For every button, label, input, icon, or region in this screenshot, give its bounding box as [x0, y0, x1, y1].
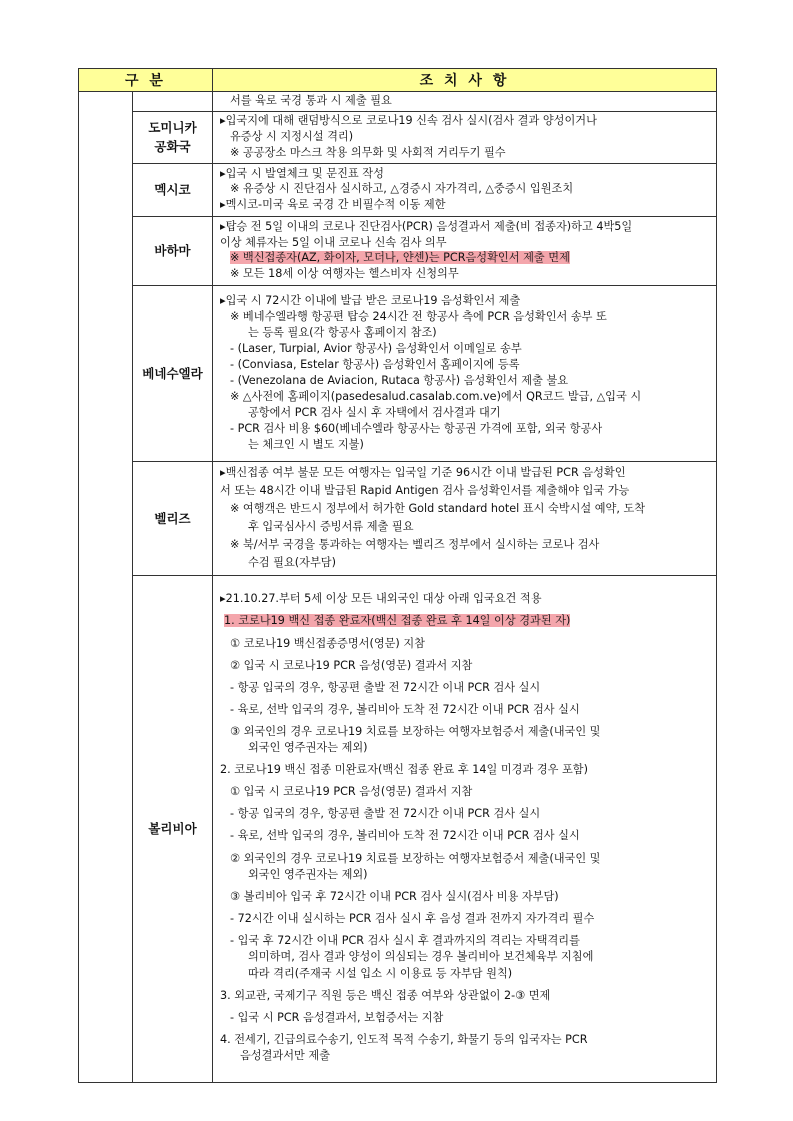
- detail-line: - PCR 검사 비용 $60(베네수엘라 항공사는 항공권 가격에 포함, 외국 항공사: [230, 421, 603, 435]
- detail-line: 서 또는 48시간 이내 발급된 Rapid Antigen 검사 음성확인서를 제출해야 입국 가능: [220, 484, 630, 498]
- detail-line: 후 입국심사시 증빙서류 제출 필요: [248, 519, 414, 533]
- detail-line: 서를 육로 국경 통과 시 제출 필요: [230, 94, 392, 107]
- detail-line: ▸입국지에 대해 랜덤방식으로 코로나19 신속 검사 실시(검사 결과 양성이거나: [220, 114, 597, 128]
- detail-line: ① 코로나19 백신접종증명서(영문) 지참: [230, 636, 425, 650]
- detail-line: 는 체크인 시 별도 지불): [248, 437, 364, 451]
- country-cell-continued: [133, 92, 213, 112]
- detail-line: - (Conviasa, Estelar 항공사) 음성확인서 홈페이지에 등록: [230, 358, 520, 371]
- country-belize: 벨리즈: [133, 461, 213, 575]
- detail-line: 이상 체류자는 5일 이내 코로나 신속 검사 의무: [220, 235, 447, 249]
- country-mexico: 멕시코: [133, 163, 213, 216]
- detail-line: - (Laser, Turpial, Avior 항공사) 음성확인서 이메일로 송부: [230, 342, 522, 356]
- detail-line: - (Venezolana de Aviacion, Rutaca 항공사) 음성확인서 제출 불요: [230, 373, 569, 387]
- details-dominican: [213, 111, 717, 163]
- detail-line: 4. 전세기, 긴급의료수송기, 인도적 목적 수송기, 화물기 등의 입국자는 PCR: [220, 1032, 588, 1046]
- highlighted-note: ※ 백신접종자(AZ, 화이자, 모더나, 얀센)는 PCR음성확인서 제출 면제: [230, 251, 570, 265]
- highlighted-note: 1. 코로나19 백신 접종 완료자(백신 접종 완료 후 14일 이상 경과된 자): [224, 614, 571, 628]
- details-venezuela: [213, 285, 717, 461]
- detail-line: ▸멕시코-미국 육로 국경 간 비필수적 이동 제한: [220, 198, 446, 212]
- detail-line: ▸탑승 전 5일 이내의 코로나 진단검사(PCR) 음성결과서 제출(비 접종자)하고 4박5일: [220, 219, 633, 233]
- detail-line: 2. 코로나19 백신 접종 미완료자(백신 접종 완료 후 14일 미경과 경우 포함): [220, 763, 588, 777]
- detail-line: ③ 외국인의 경우 코로나19 치료를 보장하는 여행자보험증서 제출(내국인 및: [230, 724, 601, 738]
- detail-line: 음성결과서만 제출: [240, 1049, 331, 1063]
- table-row-dominican: [79, 111, 717, 163]
- table-row-mexico: [79, 163, 717, 216]
- detail-line: - 육로, 선박 입국의 경우, 볼리비아 도착 전 72시간 이내 PCR 검사 실시: [230, 702, 580, 716]
- detail-line: 외국인 영주권자는 제외): [248, 741, 368, 755]
- details-continued: [213, 92, 717, 112]
- detail-line: ▸입국 시 72시간 이내에 발급 받은 코로나19 음성확인서 제출: [220, 294, 521, 308]
- table-header: [79, 69, 717, 92]
- region-column: [79, 92, 133, 1083]
- header-category: 구 분: [79, 69, 213, 92]
- detail-line: ② 입국 시 코로나19 PCR 음성(영문) 결과서 지참: [230, 658, 473, 672]
- detail-line: - 항공 입국의 경우, 항공편 출발 전 72시간 이내 PCR 검사 실시: [230, 680, 541, 694]
- table-row-venezuela: [79, 285, 717, 461]
- detail-line: ※ 유증상 시 진단검사 실시하고, △경증시 자가격리, △중증시 입원조치: [230, 182, 574, 196]
- detail-line: 는 등록 필요(각 항공사 홈페이지 참조): [248, 326, 437, 340]
- detail-line: ※ 북/서부 국경을 통과하는 여행자는 벨리즈 정부에서 실시하는 코로나 검사: [230, 537, 600, 551]
- detail-line: 유증상 시 지정시설 격리): [230, 129, 354, 143]
- detail-line: - 입국 후 72시간 이내 PCR 검사 실시 후 결과까지의 격리는 자택격리를: [230, 934, 580, 948]
- table-row-bahamas: [79, 216, 717, 285]
- country-venezuela: 베네수엘라: [133, 285, 213, 461]
- detail-line: - 입국 시 PCR 음성결과서, 보험증서는 지참: [230, 1010, 444, 1024]
- country-dominican: 도미니카 공화국: [133, 111, 213, 163]
- detail-line: ※ △사전에 홈페이지(pasedesalud.casalab.com.ve)에서 QR코드 발급, △입국 시: [230, 389, 642, 403]
- detail-line: 수검 필요(자부담): [248, 555, 336, 569]
- country-bahamas: 바하마: [133, 216, 213, 285]
- table-row-bolivia: [79, 575, 717, 1082]
- detail-line: 의미하며, 검사 결과 양성이 의심되는 경우 볼리비아 보건체육부 지침에: [248, 950, 594, 964]
- country-bolivia: 볼리비아: [133, 575, 213, 1082]
- detail-line: ※ 모든 18세 이상 여행자는 헬스비자 신청의무: [230, 267, 459, 281]
- header-measures: 조 치 사 항: [213, 69, 717, 92]
- measures-table: [78, 68, 717, 1083]
- detail-line: 3. 외교관, 국제기구 직원 등은 백신 접종 여부와 상관없이 2-③ 면제: [220, 988, 551, 1002]
- details-bolivia: [213, 575, 717, 1082]
- detail-line: ※ 공공장소 마스크 착용 의무화 및 사회적 거리두기 필수: [230, 145, 506, 159]
- detail-line: ② 외국인의 경우 코로나19 치료를 보장하는 여행자보험증서 제출(내국인 및: [230, 851, 601, 865]
- detail-line: ▸입국 시 발열체크 및 문진표 작성: [220, 166, 384, 180]
- details-mexico: [213, 163, 717, 216]
- details-bahamas: [213, 216, 717, 285]
- detail-line: 외국인 영주권자는 제외): [248, 867, 368, 881]
- table-row-continued: [79, 92, 717, 112]
- detail-line: ① 입국 시 코로나19 PCR 음성(영문) 결과서 지참: [230, 785, 473, 799]
- detail-line: 공항에서 PCR 검사 실시 후 자택에서 검사결과 대기: [248, 405, 501, 419]
- detail-line: 따라 격리(주재국 시설 입소 시 이용료 등 자부담 원칙): [248, 966, 513, 980]
- detail-line: - 72시간 이내 실시하는 PCR 검사 실시 후 음성 결과 전까지 자가격리 필수: [230, 912, 595, 926]
- details-belize: [213, 461, 717, 575]
- detail-line: ※ 여행객은 반드시 정부에서 허가한 Gold standard hotel 표시 숙박시설 예약, 도착: [230, 501, 646, 515]
- detail-line: - 항공 입국의 경우, 항공편 출발 전 72시간 이내 PCR 검사 실시: [230, 807, 541, 821]
- detail-line: ▸백신접종 여부 불문 모든 여행자는 입국일 기준 96시간 이내 발급된 PCR 음성확인: [220, 466, 626, 480]
- table-row-belize: [79, 461, 717, 575]
- detail-line: ※ 베네수엘라행 항공편 탑승 24시간 전 항공사 측에 PCR 음성확인서 송부 또: [230, 310, 607, 324]
- detail-line: - 육로, 선박 입국의 경우, 볼리비아 도착 전 72시간 이내 PCR 검사 실시: [230, 829, 580, 843]
- detail-line: ③ 볼리비아 입국 후 72시간 이내 PCR 검사 실시(검사 비용 자부담): [230, 889, 559, 903]
- detail-line: ▸21.10.27.부터 5세 이상 모든 내외국인 대상 아래 입국요건 적용: [220, 592, 542, 606]
